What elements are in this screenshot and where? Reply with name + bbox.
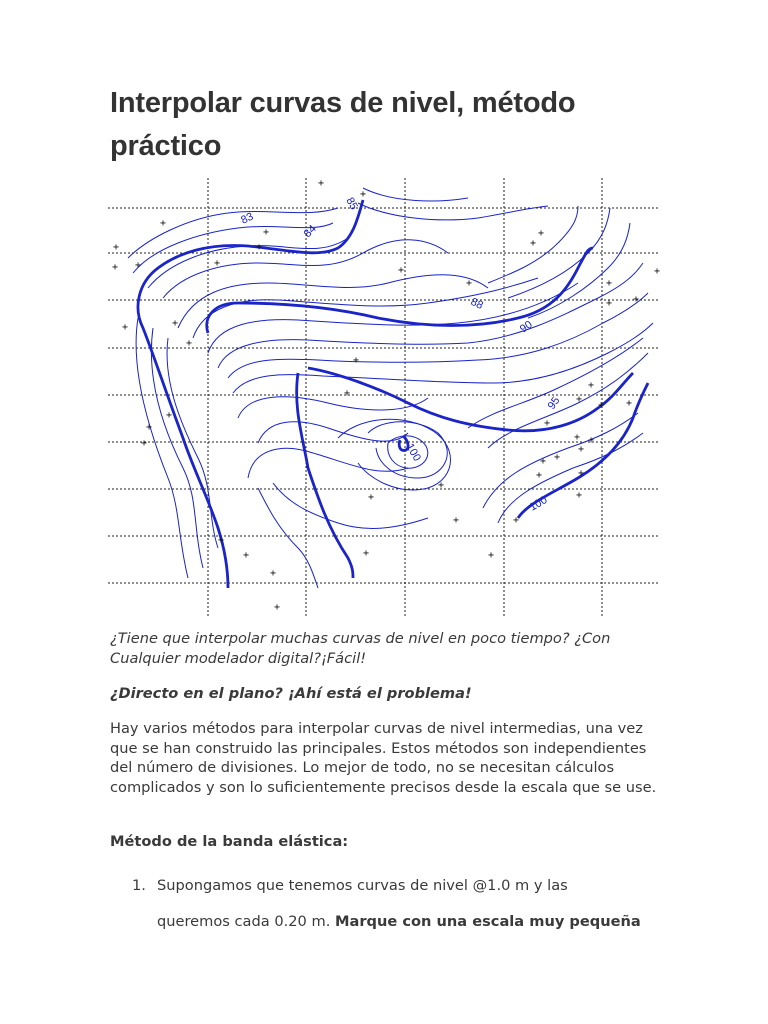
- contour-label: 100: [403, 441, 423, 464]
- method-heading: Método de la banda elástica:: [110, 833, 349, 850]
- article-title: Interpolar curvas de nivel, método práctico: [110, 87, 576, 162]
- svg-text:+: +: [398, 265, 405, 276]
- svg-text:+: +: [270, 568, 277, 579]
- svg-text:+: +: [578, 468, 585, 479]
- list-bold-text: Marque con una escala muy pequeña: [334, 913, 641, 930]
- svg-text:+: +: [263, 227, 270, 238]
- contour-label: 84: [301, 222, 319, 241]
- list-text-line2: queremos cada 0.20 m.: [157, 913, 331, 930]
- contour-label: 95: [545, 394, 563, 412]
- svg-text:+: +: [172, 318, 179, 329]
- svg-text:+: +: [540, 456, 547, 467]
- svg-text:+: +: [574, 432, 581, 443]
- svg-text:+: +: [112, 262, 119, 273]
- svg-text:+: +: [166, 410, 173, 421]
- svg-text:+: +: [256, 242, 263, 253]
- contour-label: 90: [517, 318, 535, 336]
- svg-text:+: +: [466, 278, 473, 289]
- svg-text:+: +: [453, 515, 460, 526]
- svg-text:+: +: [186, 338, 193, 349]
- svg-text:+: +: [218, 535, 225, 546]
- svg-text:+: +: [576, 394, 583, 405]
- svg-text:+: +: [513, 515, 520, 526]
- svg-text:+: +: [146, 422, 153, 433]
- svg-text:+: +: [626, 398, 633, 409]
- svg-text:+: +: [576, 490, 583, 501]
- svg-text:+: +: [530, 238, 537, 249]
- contour-label: 88: [468, 295, 485, 312]
- svg-text:+: +: [344, 388, 351, 399]
- svg-text:+: +: [606, 278, 613, 289]
- svg-text:+: +: [363, 548, 370, 559]
- contour-label: 85: [343, 195, 360, 213]
- list-item: [132, 868, 652, 940]
- svg-text:+: +: [598, 400, 605, 411]
- svg-text:+: +: [488, 550, 495, 561]
- svg-text:+: +: [141, 438, 148, 449]
- svg-text:+: +: [353, 355, 360, 366]
- problem-statement: ¿Directo en el plano? ¡Ahí está el problema!: [110, 685, 472, 702]
- svg-text:+: +: [122, 322, 129, 333]
- svg-text:+: +: [538, 228, 545, 239]
- svg-text:+: +: [368, 492, 375, 503]
- contour-map: [108, 178, 660, 618]
- list-number: 1.: [132, 877, 146, 894]
- contour-label: 100: [527, 494, 550, 514]
- svg-text:+: +: [588, 380, 595, 391]
- contour-label-group: [239, 196, 562, 514]
- svg-text:+: +: [588, 435, 595, 446]
- svg-text:+: +: [135, 260, 142, 271]
- svg-text:+: +: [214, 258, 221, 269]
- svg-text:+: +: [606, 298, 613, 309]
- svg-text:+: +: [160, 218, 167, 229]
- contour-map-figure: [108, 178, 660, 618]
- svg-text:+: +: [554, 452, 561, 463]
- list-text-line1: Supongamos que tenemos curvas de nivel @1.0 m y las: [157, 877, 568, 894]
- body-paragraph: Hay varios métodos para interpolar curvas de nivel intermedias, una vez que se han construido las principales. Estos métodos son independientes del número de divisiones. Lo mejor de todo, no se necesitan cálculos complicados y son lo suficientemente precisos desde la escala que se use.: [110, 720, 657, 796]
- svg-text:+: +: [113, 242, 120, 253]
- svg-text:+: +: [544, 418, 551, 429]
- svg-text:+: +: [438, 480, 445, 491]
- svg-text:+: +: [578, 444, 585, 455]
- svg-text:+: +: [243, 550, 250, 561]
- svg-text:+: +: [536, 470, 543, 481]
- svg-text:+: +: [360, 189, 367, 200]
- svg-text:+: +: [654, 266, 660, 277]
- svg-text:+: +: [274, 602, 281, 613]
- svg-text:+: +: [318, 178, 325, 189]
- contour-label: 83: [239, 210, 256, 227]
- svg-text:+: +: [633, 294, 640, 305]
- intro-paragraph: ¿Tiene que interpolar muchas curvas de nivel en poco tiempo? ¿Con Cualquier modelador digital?¡Fácil!: [110, 630, 611, 667]
